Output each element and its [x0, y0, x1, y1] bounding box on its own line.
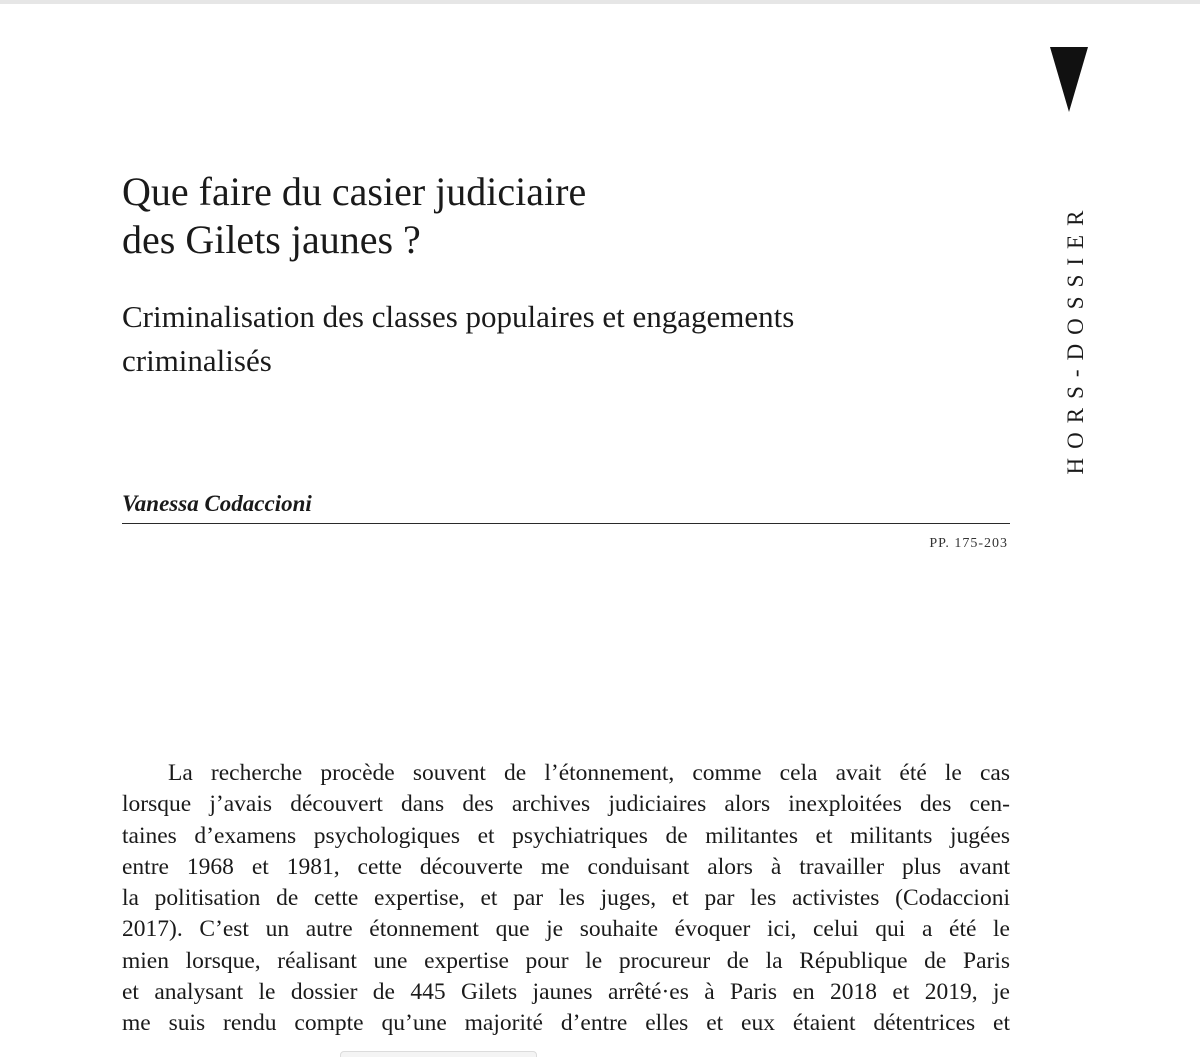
body-line: taines d’examens psychologiques et psychiatriques de militantes et militants jugées: [122, 822, 1010, 849]
body-paragraph: [122, 758, 1010, 1040]
title-line: Que faire du casier judiciaire: [122, 169, 587, 214]
body-line: la politisation de cette expertise, et par les juges, et par les activistes (Codaccioni: [122, 885, 1010, 912]
body-line: La recherche procède souvent de l’étonnement, comme cela avait été le cas: [168, 760, 1010, 786]
section-label: HORS-DOSSIER: [1063, 201, 1088, 475]
subtitle-line: criminalisés: [122, 343, 272, 378]
title-line: des Gilets jaunes ?: [122, 217, 421, 262]
body-line: lorsque j’avais découvert dans des archives judiciaires alors inexploitées des cen-: [122, 791, 1010, 818]
page-range: PP. 175-203: [929, 536, 1008, 551]
body-line: et analysant le dossier de 445 Gilets jaunes arrêté·es à Paris en 2018 et 2019, je: [122, 979, 1010, 1006]
body-line: entre 1968 et 1981, cette découverte me conduisant alors à travailler plus avant: [122, 853, 1010, 880]
body-line: me suis rendu compte qu’une majorité d’entre elles et eux étaient détentrices et: [122, 1010, 1010, 1037]
article-title: [122, 168, 1002, 264]
author-divider: [122, 523, 1010, 524]
viewer-bottom-tab[interactable]: [340, 1051, 537, 1057]
body-line: 2017). C’est un autre étonnement que je souhaite évoquer ici, celui qui a été le: [122, 916, 1010, 943]
article-subtitle: [122, 295, 1002, 383]
subtitle-line: Criminalisation des classes populaires et engagements: [122, 299, 795, 334]
page-top-edge: [0, 0, 1200, 4]
section-marker-triangle-icon: [1050, 47, 1088, 112]
author-name: Vanessa Codaccioni: [122, 491, 312, 516]
body-line: mien lorsque, réalisant une expertise pour le procureur de la République de Paris: [122, 947, 1010, 974]
